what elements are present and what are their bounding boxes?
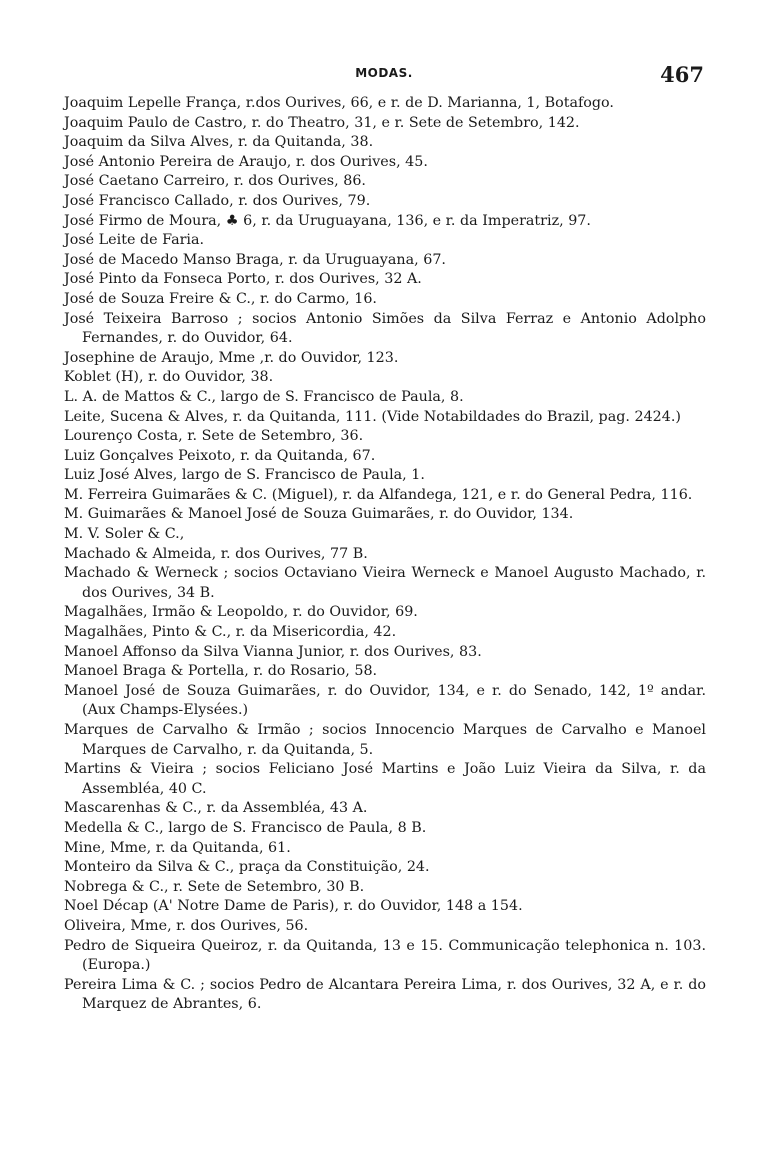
list-item: José Francisco Callado, r. dos Ourives, 79. xyxy=(64,192,371,209)
list-item: Machado & Almeida, r. dos Ourives, 77 B. xyxy=(64,545,368,562)
list-item: José Teixeira Barroso ; socios Antonio Simões da Silva Ferraz e Antonio Adolpho Fernandes, r. do Ouvidor, 64. xyxy=(64,310,706,347)
list-item: Nobrega & C., r. Sete de Setembro, 30 B. xyxy=(64,878,365,895)
list-item: Mine, Mme, r. da Quitanda, 61. xyxy=(64,839,291,856)
running-title: MODAS. xyxy=(355,66,413,80)
list-item: Martins & Vieira ; socios Feliciano José Martins e João Luiz Vieira da Silva, r. da Assembléa, 40 C. xyxy=(64,761,706,797)
list-item: Manoel Braga & Portella, r. do Rosario, 58. xyxy=(64,663,378,680)
list-item: M. V. Soler & C., xyxy=(64,526,185,543)
list-item: Lourenço Costa, r. Sete de Setembro, 36. xyxy=(64,428,364,445)
list-item: José de Macedo Manso Braga, r. da Uruguayana, 67. xyxy=(64,251,446,268)
list-item: M. Guimarães & Manoel José de Souza Guimarães, r. do Ouvidor, 134. xyxy=(64,506,574,523)
list-item: Manoel José de Souza Guimarães, r. do Ouvidor, 134, e r. do Senado, 142, 1º andar. (Aux Champs-Elysées.) xyxy=(64,682,706,719)
list-item: José Caetano Carreiro, r. dos Ourives, 86. xyxy=(64,173,366,190)
list-item: Monteiro da Silva & C., praça da Constituição, 24. xyxy=(64,859,430,876)
list-item: Joaquim Paulo de Castro, r. do Theatro, 31, e r. Sete de Setembro, 142. xyxy=(64,114,580,131)
list-item: Luiz Gonçalves Peixoto, r. da Quitanda, 67. xyxy=(64,447,376,464)
list-item: Magalhães, Pinto & C., r. da Misericordia, 42. xyxy=(64,624,397,641)
page-number: 467 xyxy=(660,62,704,87)
list-item: Mascarenhas & C., r. da Assembléa, 43 A. xyxy=(64,800,368,817)
list-item: José Antonio Pereira de Araujo, r. dos Ourives, 45. xyxy=(64,153,428,170)
list-item: Pereira Lima & C. ; socios Pedro de Alcantara Pereira Lima, r. dos Ourives, 32 A, e r. do Marquez de Abrantes, 6. xyxy=(64,976,706,1013)
list-item: Joaquim Lepelle França, r.dos Ourives, 66, e r. de D. Marianna, 1, Botafogo. xyxy=(64,95,614,111)
list-item: Joaquim da Silva Alves, r. da Quitanda, 38. xyxy=(64,134,374,151)
list-item: Marques de Carvalho & Irmão ; socios Innocencio Marques de Carvalho e Manoel Marques de Carvalho, r. da Quitanda, 5. xyxy=(64,722,706,758)
list-item: Pedro de Siqueira Queiroz, r. da Quitanda, 13 e 15. Communicação telephonica n. 103. (Europa.) xyxy=(64,937,706,974)
list-item: Leite, Sucena & Alves, r. da Quitanda, 111. (Vide Notabildades do Brazil, pag. 2424.) xyxy=(64,408,681,425)
list-item: Magalhães, Irmão & Leopoldo, r. do Ouvidor, 69. xyxy=(64,604,418,621)
list-item: José Leite de Faria. xyxy=(64,232,205,249)
list-item: M. Ferreira Guimarães & C. (Miguel), r. da Alfandega, 121, e r. do General Pedra, 116. xyxy=(64,486,693,503)
list-item: José Firmo de Moura, ♣ 6, r. da Uruguayana, 136, e r. da Imperatriz, 97. xyxy=(64,212,591,229)
list-item: José Pinto da Fonseca Porto, r. dos Ourives, 32 A. xyxy=(64,271,422,288)
list-item: José de Souza Freire & C., r. do Carmo, 16. xyxy=(64,290,377,307)
list-item: Oliveira, Mme, r. dos Ourives, 56. xyxy=(64,917,309,934)
list-item: Luiz José Alves, largo de S. Francisco de Paula, 1. xyxy=(64,467,425,484)
list-item: Noel Décap (A' Notre Dame de Paris), r. do Ouvidor, 148 a 154. xyxy=(64,898,523,915)
directory-list xyxy=(64,94,706,1015)
list-item: L. A. de Mattos & C., largo de S. Francisco de Paula, 8. xyxy=(64,388,464,405)
list-item: Machado & Werneck ; socios Octaviano Vieira Werneck e Manoel Augusto Machado, r. dos Ourives, 34 B. xyxy=(64,565,706,601)
list-item: Manoel Affonso da Silva Vianna Junior, r. dos Ourives, 83. xyxy=(64,643,482,660)
page-header xyxy=(64,62,704,92)
list-item: Medella & C., largo de S. Francisco de Paula, 8 B. xyxy=(64,819,427,836)
list-item: Josephine de Araujo, Mme ,r. do Ouvidor, 123. xyxy=(64,349,399,366)
list-item: Koblet (H), r. do Ouvidor, 38. xyxy=(64,369,274,386)
